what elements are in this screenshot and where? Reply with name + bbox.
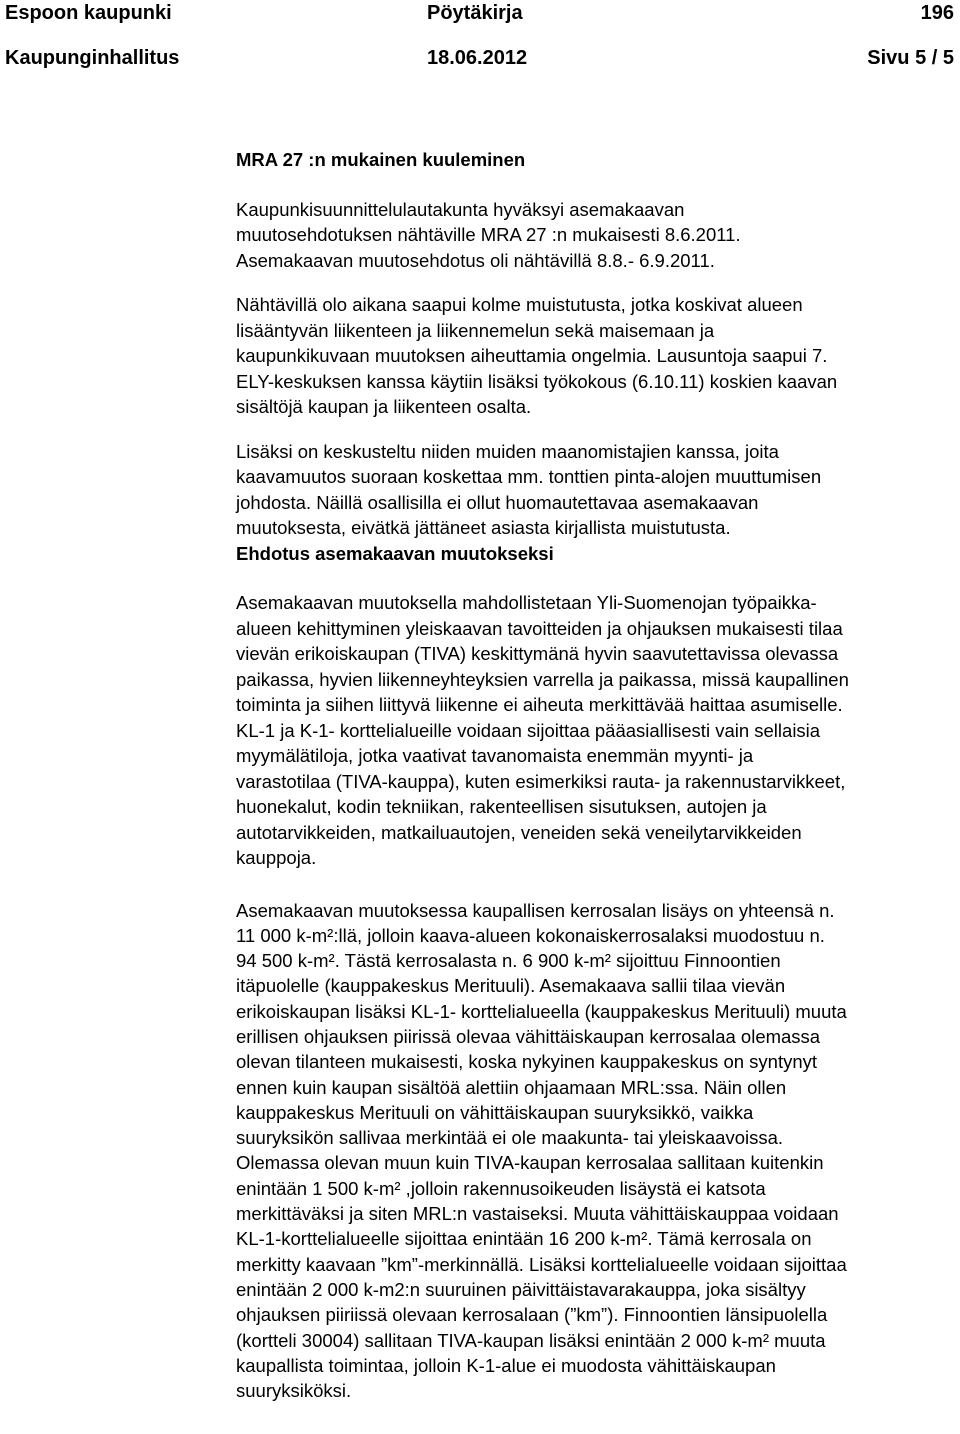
header-number: 196 [920, 2, 954, 24]
header-row-1 [0, 0, 960, 26]
paragraph-landowners: Lisäksi on keskusteltu niiden muiden maanomistajien kanssa, joita kaavamuutos suoraan koskettaa mm. tonttien pinta-alojen muuttumisen johdosta. Näillä osallisilla ei ollut huomautettavaa asemakaavan muutoksesta, eivätkä jättäneet asiasta kirjallista muistutusta. [236, 440, 822, 538]
header-body: Kaupunginhallitus [5, 47, 180, 69]
document-body [236, 147, 960, 1403]
section-title-hearing: MRA 27 :n mukainen kuuleminen [236, 149, 526, 170]
header-row-2 [0, 45, 960, 71]
section-title-proposal: Ehdotus asemakaavan muutokseksi [236, 542, 554, 564]
header-doc-type: Pöytäkirja [427, 2, 523, 24]
header-date: 18.06.2012 [427, 47, 528, 69]
paragraph-approval: Kaupunkisuunnittelulautakunta hyväksyi asemakaavan muutosehdotuksen nähtäville MRA 27 :n mukaisesti 8.6.2011. Asemakaavan muutosehdotus oli nähtävillä 8.8.- 6.9.2011. [236, 198, 741, 271]
header-org: Espoon kaupunki [5, 2, 172, 24]
paragraph-proposal-purpose: Asemakaavan muutoksella mahdollistetaan Yli-Suomenojan työpaikka- alueen kehittyminen yleiskaavan tavoitteiden ja ohjauksen mukaisesti tilaa vievän erikoiskaupan (TIVA) keskittymänä hyvin saavutettavissa olevassa paikassa, hyvien liikenneyhteyksien varrella ja paikassa, missä kaupallinen toiminta ja siihen liittyvä liikenne ei aiheuta merkittävää haittaa asumiselle. KL-1 ja K-1- korttelialueille voidaan sijoittaa pääasiallisesti vain sellaisia myymälätiloja, jotka vaativat tavanomaista enemmän myynti- ja varastotilaa (TIVA-kauppa), kuten esimerkiksi rauta- ja rakennustarvikkeet, huonekalut, kodin tekniikan, rakenteellisen sisutuksen, autojen ja autotarvikkeiden, matkailuautojen, veneiden sekä veneilytarvikkeiden kauppoja. [236, 592, 849, 868]
paragraph-floor-area: Asemakaavan muutoksessa kaupallisen kerrosalan lisäys on yhteensä n. 11 000 k-m²:llä, jolloin kaava-alueen kokonaiskerrosalaksi muodostuu n. 94 500 k-m². Tästä kerrosalasta n. 6 900 k-m² sijoittuu Finnoontien itäpuolelle (kauppakeskus Merituuli). Asemakaava sallii tilaa vievän erikoiskaupan lisäksi KL-1- korttelialueella (kauppakeskus Merituuli) muuta erillisen ohjauksen piirissä olevaa vähittäiskaupan kerrosalaa olemassa olevan tilanteen mukaisesti, koska nykyinen kauppakeskus on syntynyt ennen kuin kaupan sisältöä alettiin ohjaamaan MRL:ssa. Näin ollen kauppakeskus Merituuli on vähittäiskaupan suuryksikkö, vaikka suuryksikön sallivaa merkintää ei ole maakunta- tai yleiskaavoissa. Olemassa olevan muun kuin TIVA-kaupan kerrosalaa sallitaan kuitenkin enintään 1 500 k-m² ,jolloin rakennusoikeuden lisäystä ei katsota merkittäväksi ja siten MRL:n vastaiseksi. Muuta vähittäiskauppaa voidaan KL-1-korttelialueelle sijoittaa enintään 16 200 k-m². Tämä kerrosala on merkitty kaavaan ”km”-merkinnällä. Lisäksi korttelialueelle voidaan sijoittaa enintään 2 000 k-m2:n suuruinen päivittäistavarakauppa, joka sisältyy ohjauksen piiriissä olevaan kerrosalaan (”km”). Finnoontien länsipuolella (kortteli 30004) sallitaan TIVA-kaupan lisäksi enintään 2 000 k-m² muuta kaupallista toimintaa, jolloin K-1-alue ei muodosta vähittäiskaupan suuryksiköksi. [236, 899, 847, 1402]
paragraph-objections: Nähtävillä olo aikana saapui kolme muistutusta, jotka koskivat alueen lisääntyvän liikenteen ja liikennemelun sekä maisemaan ja kaupunkikuvaan muutoksen aiheuttamia ongelmia. Lausuntoja saapui 7. ELY-keskuksen kanssa käytiin lisäksi työkokous (6.10.11) koskien kaavan sisältöjä kaupan ja liikenteen osalta. [236, 294, 838, 417]
header-page: Sivu 5 / 5 [867, 47, 954, 69]
